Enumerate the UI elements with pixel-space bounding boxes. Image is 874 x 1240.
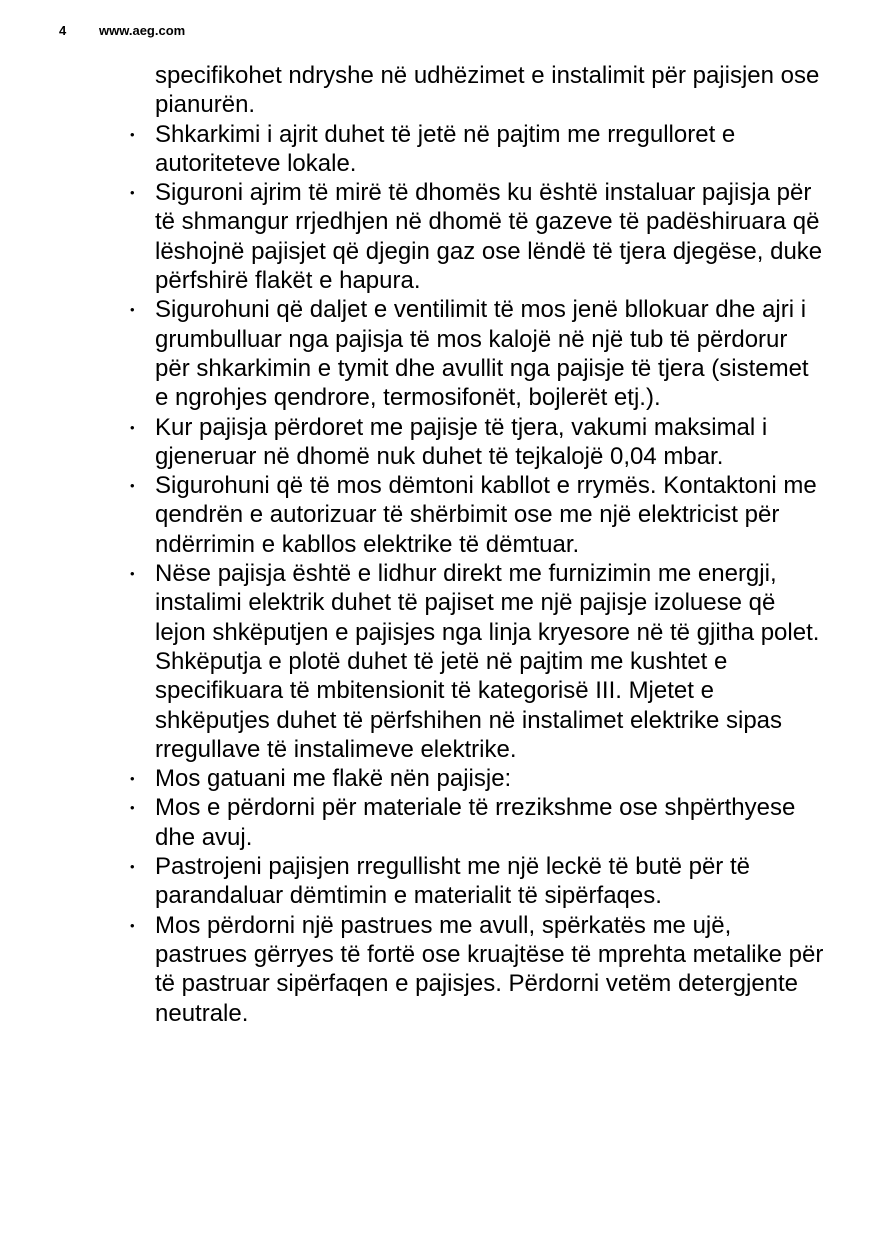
bullet-icon: • [130, 302, 135, 318]
bullet-icon: • [130, 478, 135, 494]
bullet-icon: • [130, 859, 135, 875]
bullet-icon: • [130, 185, 135, 201]
list-item-text: Mos gatuani me flakë nën pajisje: [155, 765, 512, 793]
list-item-text: Shkarkimi i ajrit duhet të jetë në pajtim me rregulloret e autoriteteve lokale. [155, 120, 736, 177]
list-item-text: Sigurohuni që daljet e ventilimit të mos jenë bllokuar dhe ajri i grumbulluar nga pajisja të mos kalojë në një tub të përdorur për shkarkimin e tymit dhe avullit nga pajisje të tjera (sistemet e ngrohjes qendrore, termosifonët, bojlerët etj.). [155, 296, 809, 412]
list-item [130, 911, 825, 1028]
bullet-icon: • [130, 800, 135, 816]
list-item [130, 559, 825, 764]
list-item-text: Pastrojeni pajisjen rregullisht me një leckë të butë për të parandaluar dëmtimin e materialit të sipërfaqes. [155, 853, 750, 910]
list-item [130, 471, 825, 559]
safety-bullet-list [130, 120, 825, 1028]
list-item-text: Mos përdorni një pastrues me avull, spërkatës me ujë, pastrues gërryes të fortë ose kruajtëse të mprehta metalike për të pastruar sipërfaqen e pajisjes. Përdorni vetëm detergjente neutrale. [155, 911, 824, 1027]
list-item [130, 178, 825, 295]
list-item [130, 764, 825, 793]
list-item [130, 120, 825, 179]
list-item-text: Mos e përdorni për materiale të rrezikshme ose shpërthyese dhe avuj. [155, 794, 796, 851]
safety-instructions-text [130, 61, 825, 1028]
list-item [130, 793, 825, 852]
page-header [59, 22, 185, 40]
list-item-text: Sigurohuni që të mos dëmtoni kabllot e rrymës. Kontaktoni me qendrën e autorizuar të shërbimit ose me një elektricist për ndërrimin e kabllos elektrike të dëmtuar. [155, 472, 817, 558]
bullet-icon: • [130, 771, 135, 787]
bullet-icon: • [130, 917, 135, 933]
continued-paragraph: specifikohet ndryshe në udhëzimet e instalimit për pajisjen ose pianurën. [155, 62, 820, 119]
page-number: 4 [59, 23, 67, 38]
list-item [130, 295, 825, 412]
list-item [130, 413, 825, 472]
list-item-text: Kur pajisja përdoret me pajisje të tjera, vakumi maksimal i gjeneruar në dhomë nuk duhet të tejkalojë 0,04 mbar. [155, 413, 768, 470]
list-item [130, 852, 825, 911]
list-item-text: Nëse pajisja është e lidhur direkt me furnizimin me energji, instalimi elektrik duhet të pajiset me një pajisje izoluese që lejon shkëputjen e pajisjes nga linja kryesore në të gjitha polet. Shkëputja e plotë duhet të jetë në pajtim me kushtet e specifikuara të mbitensionit të kategorisë III. Mjetet e shkëputjes duhet të përfshihen në instalimet elektrike sipas rregullave të instalimeve elektrike. [155, 560, 820, 763]
list-item-text: Siguroni ajrim të mirë të dhomës ku është instaluar pajisja për të shmangur rrjedhjen në dhomë të gazeve të padëshiruara që lëshojnë pajisjet që djegin gaz ose lëndë të tjera djegëse, duke përfshirë flakët e hapura. [155, 179, 823, 295]
bullet-icon: • [130, 566, 135, 582]
bullet-icon: • [130, 419, 135, 435]
bullet-icon: • [130, 126, 135, 142]
website-url: www.aeg.com [99, 23, 186, 38]
